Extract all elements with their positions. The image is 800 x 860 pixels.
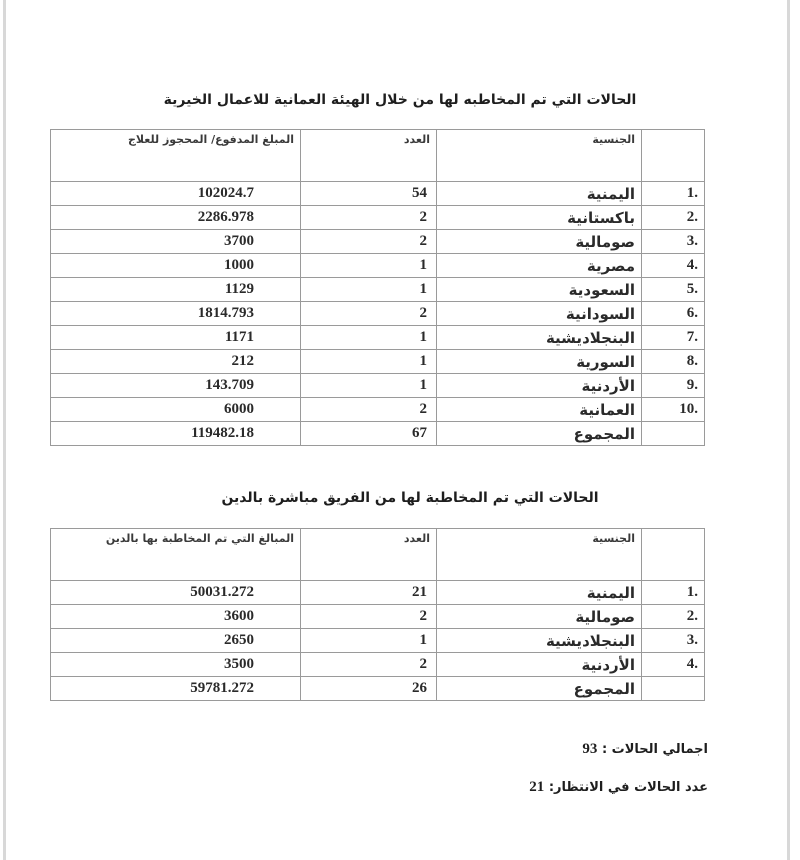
row-nationality: باكستانية [437, 206, 642, 230]
table-row [51, 629, 705, 653]
header-amount: المبالغ التي تم المخاطبة بها بالدين [51, 529, 301, 581]
table-row [51, 206, 705, 230]
table-row [51, 182, 705, 206]
row-count: 2 [301, 398, 437, 422]
row-index: 5. [642, 278, 705, 302]
total-amount: 119482.18 [51, 422, 301, 446]
table2-header-row [51, 529, 705, 581]
row-nationality: البنجلاديشية [437, 629, 642, 653]
table1-title: الحالات التي تم المخاطبه لها من خلال الهيئة العمانية للاعمال الخيرية [163, 92, 637, 108]
row-count: 1 [301, 374, 437, 398]
row-index: 8. [642, 350, 705, 374]
row-index: 1. [642, 182, 705, 206]
row-count: 2 [301, 206, 437, 230]
table1-charity-cases [50, 129, 705, 446]
row-amount: 3500 [51, 653, 301, 677]
row-amount: 1129 [51, 278, 301, 302]
total-index [642, 677, 705, 701]
row-count: 21 [301, 581, 437, 605]
row-index: 6. [642, 302, 705, 326]
row-index: 4. [642, 653, 705, 677]
row-index: 3. [642, 230, 705, 254]
table2-title: الحالات التي تم المخاطبة لها من الفريق مباشرة بالدين [221, 490, 599, 506]
pending-cases-label: عدد الحالات في الانتظار: [548, 780, 708, 795]
row-index: 7. [642, 326, 705, 350]
row-count: 2 [301, 653, 437, 677]
row-index: 1. [642, 581, 705, 605]
table-row [51, 374, 705, 398]
row-count: 2 [301, 605, 437, 629]
row-nationality: صومالية [437, 230, 642, 254]
row-nationality: الأردنية [437, 653, 642, 677]
total-count: 67 [301, 422, 437, 446]
pending-cases-value: 21 [529, 779, 545, 795]
row-index: 10. [642, 398, 705, 422]
total-cases-value: 93 [582, 741, 598, 757]
table1-total-row [51, 422, 705, 446]
row-amount: 1000 [51, 254, 301, 278]
row-nationality: السعودية [437, 278, 642, 302]
row-index: 4. [642, 254, 705, 278]
row-nationality: الأردنية [437, 374, 642, 398]
header-nationality: الجنسية [437, 529, 642, 581]
row-nationality: صومالية [437, 605, 642, 629]
header-count: العدد [301, 529, 437, 581]
total-label: المجموع [437, 422, 642, 446]
table-row [51, 278, 705, 302]
row-amount: 50031.272 [51, 581, 301, 605]
row-nationality: السودانية [437, 302, 642, 326]
table-row [51, 653, 705, 677]
row-index: 9. [642, 374, 705, 398]
row-count: 1 [301, 326, 437, 350]
header-nationality: الجنسية [437, 130, 642, 182]
table-row [51, 326, 705, 350]
row-amount: 1171 [51, 326, 301, 350]
table2-total-row [51, 677, 705, 701]
table1-header-row [51, 130, 705, 182]
row-amount: 1814.793 [51, 302, 301, 326]
row-index: 3. [642, 629, 705, 653]
total-count: 26 [301, 677, 437, 701]
row-nationality: اليمنية [437, 581, 642, 605]
row-nationality: البنجلاديشية [437, 326, 642, 350]
row-count: 1 [301, 254, 437, 278]
row-count: 1 [301, 278, 437, 302]
total-cases-summary [582, 741, 708, 758]
table2-direct-debt-cases [50, 528, 705, 701]
row-amount: 3600 [51, 605, 301, 629]
row-count: 54 [301, 182, 437, 206]
row-count: 1 [301, 350, 437, 374]
header-count: العدد [301, 130, 437, 182]
row-amount: 3700 [51, 230, 301, 254]
row-amount: 143.709 [51, 374, 301, 398]
row-count: 2 [301, 302, 437, 326]
total-amount: 59781.272 [51, 677, 301, 701]
total-label: المجموع [437, 677, 642, 701]
pending-cases-summary [529, 779, 708, 796]
table-row [51, 302, 705, 326]
row-nationality: السورية [437, 350, 642, 374]
table-row [51, 254, 705, 278]
row-index: 2. [642, 206, 705, 230]
row-amount: 212 [51, 350, 301, 374]
table-row [51, 398, 705, 422]
table-row [51, 581, 705, 605]
row-count: 1 [301, 629, 437, 653]
header-index [642, 529, 705, 581]
row-amount: 102024.7 [51, 182, 301, 206]
table-row [51, 230, 705, 254]
row-index: 2. [642, 605, 705, 629]
row-count: 2 [301, 230, 437, 254]
row-nationality: العمانية [437, 398, 642, 422]
header-index [642, 130, 705, 182]
page-edge-right [787, 0, 790, 860]
row-amount: 2650 [51, 629, 301, 653]
table-row [51, 350, 705, 374]
total-cases-label: اجمالي الحالات : [601, 742, 708, 757]
row-nationality: اليمنية [437, 182, 642, 206]
row-nationality: مصرية [437, 254, 642, 278]
page-edge-left [3, 0, 6, 860]
total-index [642, 422, 705, 446]
table-row [51, 605, 705, 629]
row-amount: 6000 [51, 398, 301, 422]
row-amount: 2286.978 [51, 206, 301, 230]
header-amount: المبلغ المدفوع/ المحجوز للعلاج [51, 130, 301, 182]
